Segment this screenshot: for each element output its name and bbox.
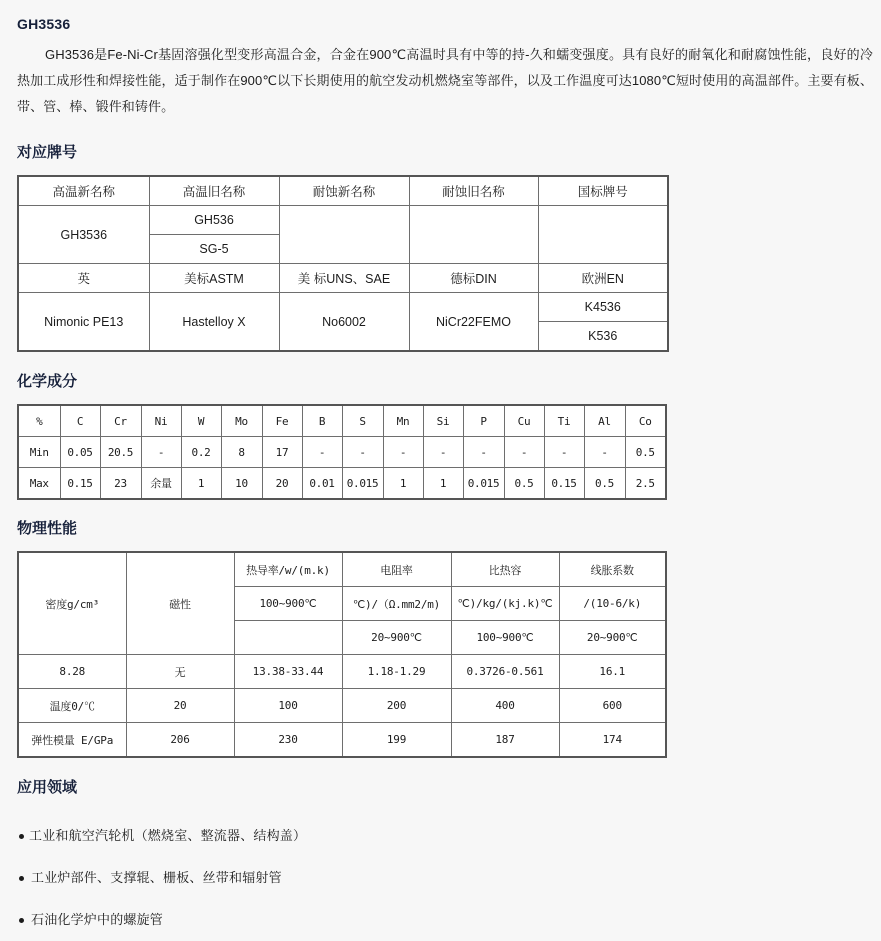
phys-header-magnetism: 磁性: [126, 552, 234, 655]
chem-cell: 0.2: [181, 437, 221, 468]
chem-header-cell: Ti: [544, 405, 584, 437]
phys-cell: 174: [559, 723, 666, 758]
brands-header-cell: 耐蚀新名称: [279, 176, 409, 206]
table-row: [18, 176, 668, 206]
table-row: [18, 552, 666, 587]
chem-header-cell: Al: [584, 405, 625, 437]
chem-cell: 0.15: [544, 468, 584, 500]
chem-cell: -: [141, 437, 181, 468]
phys-cell: 600: [559, 689, 666, 723]
chem-cell: -: [302, 437, 342, 468]
phys-cell: 温度0/℃: [18, 689, 126, 723]
phys-cell: 230: [234, 723, 342, 758]
phys-cell: 100: [234, 689, 342, 723]
section-heading-application: 应用领域: [17, 779, 78, 796]
bullet-icon: [19, 918, 24, 923]
page-title: GH3536: [17, 16, 71, 32]
application-list: [0, 797, 881, 941]
brands-cell-astm: Hastelloy X: [149, 293, 279, 352]
table-row: [18, 264, 668, 293]
phys-cell: 200: [342, 689, 451, 723]
table-row: [18, 723, 666, 758]
table-row: [18, 405, 666, 437]
table-row: [18, 293, 668, 322]
chem-cell: 0.5: [584, 468, 625, 500]
phys-range-cell: 20~900℃: [342, 621, 451, 655]
chem-header-cell: B: [302, 405, 342, 437]
list-item: [19, 857, 881, 899]
chem-header-cell: Ni: [141, 405, 181, 437]
brands-table: [17, 175, 669, 352]
brands-subheader-cell: 英: [18, 264, 149, 293]
brands-subheader-cell: 美 标UNS、SAE: [279, 264, 409, 293]
chem-header-cell: S: [342, 405, 383, 437]
chem-header-cell: Cr: [100, 405, 141, 437]
chem-cell: -: [383, 437, 423, 468]
physical-properties-table: [17, 551, 667, 758]
brands-cell-en-a: K4536: [538, 293, 668, 322]
chem-cell: 20: [262, 468, 302, 500]
phys-range-cell: [234, 621, 342, 655]
list-item-label: 工业炉部件、支撑辊、栅板、丝带和辐射管: [31, 870, 282, 885]
chem-row-label: Min: [18, 437, 60, 468]
chem-cell: 20.5: [100, 437, 141, 468]
chem-cell: -: [463, 437, 504, 468]
table-row: [18, 689, 666, 723]
phys-cell: 弹性模量 E/GPa: [18, 723, 126, 758]
section-heading-physical: 物理性能: [17, 520, 78, 537]
phys-cell: 8.28: [18, 655, 126, 689]
phys-range-cell: 100~900℃: [451, 621, 559, 655]
section-heading-brands: 对应牌号: [17, 144, 78, 161]
table-row: [18, 206, 668, 235]
list-item-label: 工业和航空汽轮机（燃烧室、整流器、结构盖）: [29, 828, 307, 843]
phys-header-thermal-conductivity: 热导率/w/(m.k): [234, 552, 342, 587]
brands-cell-old-name-a: GH536: [149, 206, 279, 235]
bullet-icon: [19, 834, 24, 839]
chem-header-cell: Mn: [383, 405, 423, 437]
list-item: [19, 815, 881, 857]
phys-cell: 20: [126, 689, 234, 723]
chem-header-cell: Si: [423, 405, 463, 437]
chem-cell: 1: [383, 468, 423, 500]
chem-cell: -: [342, 437, 383, 468]
brands-cell-old-name-b: SG-5: [149, 235, 279, 264]
chem-header-cell: %: [18, 405, 60, 437]
phys-cell: 0.3726-0.561: [451, 655, 559, 689]
phys-header-expansion-coefficient: 线胀系数: [559, 552, 666, 587]
list-item-label: 石油化学炉中的螺旋管: [31, 912, 164, 927]
brands-header-cell: 高温新名称: [18, 176, 149, 206]
brands-cell-corrosion-new: [279, 206, 409, 264]
chem-cell: 8: [221, 437, 262, 468]
phys-cell: 无: [126, 655, 234, 689]
chem-row-label: Max: [18, 468, 60, 500]
chem-cell: 1: [423, 468, 463, 500]
chem-header-cell: Cu: [504, 405, 544, 437]
brands-cell-uns-sae: No6002: [279, 293, 409, 352]
phys-cell: 13.38-33.44: [234, 655, 342, 689]
phys-unit-cell: 100~900℃: [234, 587, 342, 621]
chem-cell: -: [544, 437, 584, 468]
chem-header-cell: Fe: [262, 405, 302, 437]
table-row: [18, 468, 666, 500]
chem-cell: -: [504, 437, 544, 468]
brands-subheader-cell: 欧洲EN: [538, 264, 668, 293]
chem-cell: 0.5: [625, 437, 666, 468]
phys-header-specific-heat: 比热容: [451, 552, 559, 587]
brands-header-cell: 耐蚀旧名称: [409, 176, 538, 206]
chem-cell: 23: [100, 468, 141, 500]
brands-subheader-cell: 德标DIN: [409, 264, 538, 293]
chem-header-cell: W: [181, 405, 221, 437]
chem-cell: 0.015: [463, 468, 504, 500]
chem-cell: 17: [262, 437, 302, 468]
chem-header-cell: Co: [625, 405, 666, 437]
chem-cell: 0.01: [302, 468, 342, 500]
phys-cell: 206: [126, 723, 234, 758]
phys-unit-cell: ℃)/kg/(kj.k)℃: [451, 587, 559, 621]
chem-cell: 0.05: [60, 437, 100, 468]
brands-header-cell: 高温旧名称: [149, 176, 279, 206]
chemical-composition-table: [17, 404, 667, 500]
chem-cell: 10: [221, 468, 262, 500]
phys-header-density: 密度g/cm³: [18, 552, 126, 655]
chem-cell: 0.15: [60, 468, 100, 500]
intro-paragraph: GH3536是Fe-Ni-Cr基固溶强化型变形高温合金，合金在900℃高温时具有中等的持-久和蠕变强度。具有良好的耐氧化和耐腐蚀性能，良好的冷热加工成形性和焊接性能，适于制作在900℃以下长期使用的航空发动机燃烧室等部件，以及工作温度可达1080℃短时使用的高温部件。主要有板、带、管、棒、锻件和铸件。: [17, 47, 873, 114]
phys-header-resistivity: 电阻率: [342, 552, 451, 587]
bullet-icon: [19, 876, 24, 881]
phys-unit-cell: /(10-6/k): [559, 587, 666, 621]
section-heading-chemical: 化学成分: [17, 373, 78, 390]
brands-cell-corrosion-old: [409, 206, 538, 264]
phys-cell: 16.1: [559, 655, 666, 689]
brands-cell-national: [538, 206, 668, 264]
brands-cell-new-name: GH3536: [18, 206, 149, 264]
phys-cell: 400: [451, 689, 559, 723]
brands-header-cell: 国标牌号: [538, 176, 668, 206]
chem-header-cell: C: [60, 405, 100, 437]
phys-unit-cell: ℃)/（Ω.mm2/m): [342, 587, 451, 621]
chem-header-cell: P: [463, 405, 504, 437]
list-item: [19, 899, 881, 941]
table-row: [18, 437, 666, 468]
chem-cell: -: [423, 437, 463, 468]
phys-cell: 187: [451, 723, 559, 758]
chem-cell: 0.5: [504, 468, 544, 500]
chem-cell: 1: [181, 468, 221, 500]
phys-cell: 199: [342, 723, 451, 758]
table-row: [18, 655, 666, 689]
chem-cell: -: [584, 437, 625, 468]
chem-cell: 0.015: [342, 468, 383, 500]
brands-cell-din: NiCr22FEMO: [409, 293, 538, 352]
chem-cell: 2.5: [625, 468, 666, 500]
brands-cell-uk: Nimonic PE13: [18, 293, 149, 352]
brands-subheader-cell: 美标ASTM: [149, 264, 279, 293]
chem-header-cell: Mo: [221, 405, 262, 437]
chem-cell: 余量: [141, 468, 181, 500]
phys-range-cell: 20~900℃: [559, 621, 666, 655]
brands-cell-en-b: K536: [538, 322, 668, 352]
phys-cell: 1.18-1.29: [342, 655, 451, 689]
